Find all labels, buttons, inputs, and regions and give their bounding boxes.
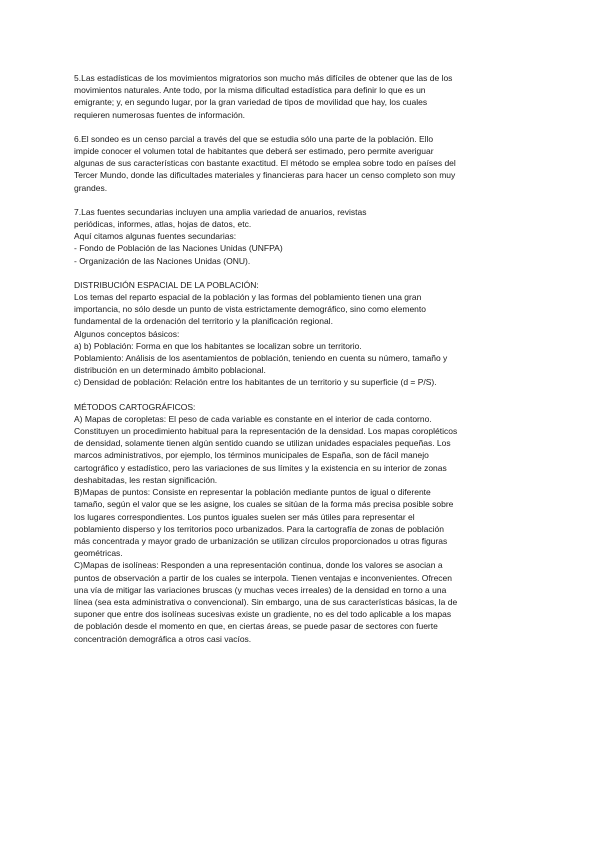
text-line: movimientos naturales. Ante todo, por la misma dificultad estadística para definir lo que es un xyxy=(74,85,426,96)
list-item: - Fondo de Población de las Naciones Unidas (UNFPA) xyxy=(74,243,283,254)
text-line: tamaño, según el valor que se les asigne, los cuales se sitúan de la forma más precisa posible sobre xyxy=(74,499,454,510)
text-line: geométricas. xyxy=(74,548,123,559)
text-line: una vía de mitigar las variaciones bruscas (y muchas veces irreales) de la densidad en torno a una xyxy=(74,584,447,595)
paragraph-migration-statistics xyxy=(74,72,530,121)
text-line: 6.El sondeo es un censo parcial a través del que se estudia sólo una parte de la población. Ello xyxy=(74,133,434,144)
text-line: A) Mapas de coropletas: El peso de cada variable es constante en el interior de cada contorno. xyxy=(74,413,432,424)
text-line: suponer que entre dos isolíneas sucesivas existe un gradiente, no es del todo aplicable a los mapas xyxy=(74,609,452,620)
text-line: algunas de sus características con bastante exactitud. El método se emplea sobre todo en países del xyxy=(74,158,456,169)
text-line: periódicas, informes, atlas, hojas de datos, etc. xyxy=(74,219,252,230)
text-line: poblamiento disperso y los territorios poco urbanizados. Para la cartografía de zonas de población xyxy=(74,523,444,534)
text-line: de densidad, solamente tienen algún sentido cuando se utilizan unidades espaciales pequeñas. Los xyxy=(74,438,451,449)
text-line: Tercer Mundo, donde las dificultades materiales y financieras para hacer un censo completo son muy xyxy=(74,170,456,181)
text-line: deshabitadas, les restan significación. xyxy=(74,474,218,485)
text-line: de población desde el momento en que, en ciertas áreas, se puede pasar de sectores con fuerte xyxy=(74,621,438,632)
text-line: emigrante; y, en segundo lugar, por la gran variedad de tipos de movilidad que hay, los cuales xyxy=(74,97,428,108)
document-body xyxy=(74,72,530,645)
section-spatial-distribution xyxy=(74,279,530,389)
section-heading: MÉTODOS CARTOGRÁFICOS: xyxy=(74,401,196,412)
text-line: C)Mapas de isolíneas: Responden a una representación continua, donde los valores se asocian a xyxy=(74,560,443,571)
text-line: Algunos conceptos básicos: xyxy=(74,328,180,339)
paragraph-secondary-sources xyxy=(74,206,530,267)
text-line: concentración demográfica a otros casi vacíos. xyxy=(74,633,252,644)
text-line: más concentrada y mayor grado de urbanización se utilizan círculos proporcionados u otras figuras xyxy=(74,535,448,546)
paragraph-survey xyxy=(74,133,530,194)
text-line: Aquí citamos algunas fuentes secundarias: xyxy=(74,231,237,242)
text-line: B)Mapas de puntos: Consiste en representar la población mediante puntos de igual o diferente xyxy=(74,487,431,498)
text-line: fundamental de la ordenación del territorio y la planificación regional. xyxy=(74,316,333,327)
text-line: Constituyen un procedimiento habitual para la representación de la densidad. Los mapas coropléticos xyxy=(74,426,458,437)
list-item: - Organización de las Naciones Unidas (ONU). xyxy=(74,255,251,266)
text-line: 5.Las estadísticas de los movimientos migratorios son mucho más difíciles de obtener que las de los xyxy=(74,73,453,83)
text-line: marcos administrativos, por ejemplo, los términos municipales de España, son de fácil manejo xyxy=(74,450,429,461)
text-line: Poblamiento: Análisis de los asentamientos de población, teniendo en cuenta su número, tamaño y xyxy=(74,353,448,364)
text-line: a) b) Población: Forma en que los habitantes se localizan sobre un territorio. xyxy=(74,340,362,351)
text-line: distribución en un determinado ámbito poblacional. xyxy=(74,365,266,376)
text-line: importancia, no sólo desde un punto de vista estrictamente demográfico, sino como elemento xyxy=(74,304,427,315)
section-cartographic-methods xyxy=(74,401,530,645)
section-heading: DISTRIBUCIÓN ESPACIAL DE LA POBLACIÓN: xyxy=(74,279,259,290)
text-line: impide conocer el volumen total de habitantes que deberá ser estimado, pero permite averiguar xyxy=(74,146,434,157)
text-line: requieren numerosas fuentes de información. xyxy=(74,109,246,120)
text-line: grandes. xyxy=(74,182,108,193)
text-line: Los temas del reparto espacial de la población y las formas del poblamiento tienen una gran xyxy=(74,292,422,303)
text-line: los lugares correspondientes. Los puntos iguales suelen ser más útiles para representar el xyxy=(74,511,415,522)
text-line: 7.Las fuentes secundarias incluyen una amplia variedad de anuarios, revistas xyxy=(74,206,367,217)
text-line: puntos de observación a partir de los cuales se interpola. Tienen ventajas e inconvenientes. Ofrecen xyxy=(74,572,453,583)
text-line: c) Densidad de población: Relación entre los habitantes de un territorio y su superficie (d = P/S). xyxy=(74,377,437,388)
text-line: línea (sea esta administrativa o convencional). Sin embargo, una de sus características básicas, la de xyxy=(74,596,458,607)
text-line: cartográfico y estadístico, pero las variaciones de sus límites y la existencia en su interior de zonas xyxy=(74,462,447,473)
